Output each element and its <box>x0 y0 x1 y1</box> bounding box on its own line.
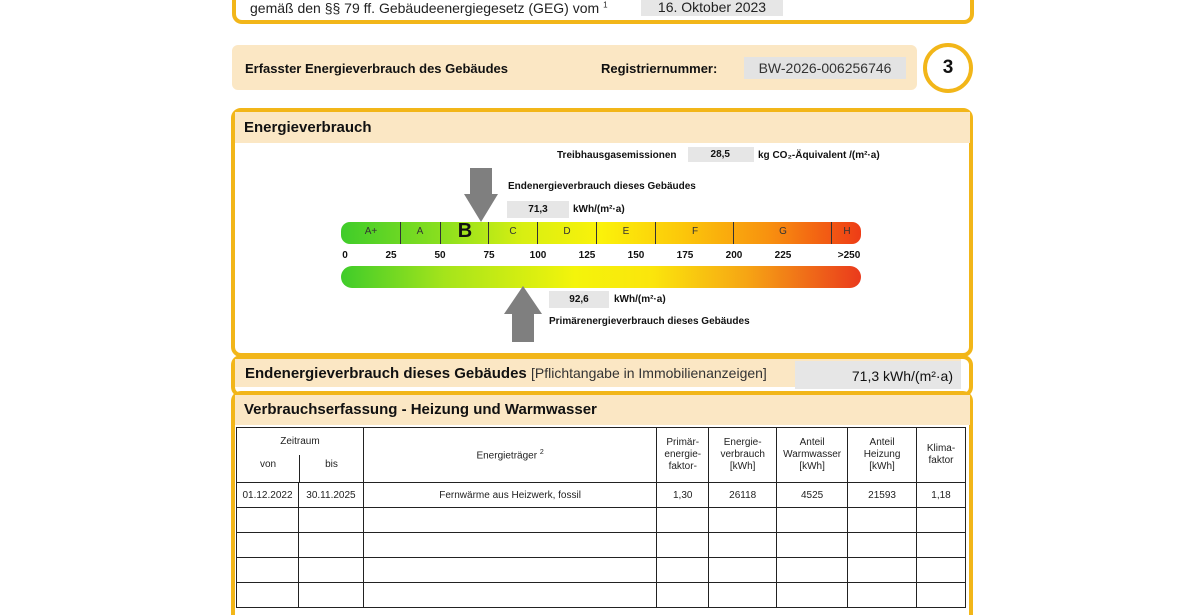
carrier-header: Energieträger $^2$ <box>363 428 656 483</box>
class-divider <box>537 222 538 244</box>
geg-reference: gemäß den §§ 79 ff. Gebäudeenergiegesetz (GEG) vom $^1$ <box>250 0 608 16</box>
table-row-empty <box>237 558 966 583</box>
class-divider <box>596 222 597 244</box>
class-label: E <box>622 226 630 237</box>
table-row-empty <box>237 533 966 558</box>
table-header-row <box>237 428 966 483</box>
ghg-label: Treibhausgasemissionen <box>557 150 677 161</box>
scale-tick: >250 <box>837 250 861 261</box>
cell-hot-water: 4525 <box>777 483 848 508</box>
scale-tick: 175 <box>676 250 694 261</box>
cell-to: 30.11.2025 <box>298 483 363 508</box>
energy-section-title: Energieverbrauch <box>235 112 970 143</box>
scale-tick: 150 <box>627 250 645 261</box>
scale-tick: 100 <box>529 250 547 261</box>
cell-carrier: Fernwärme aus Heizwerk, fossil <box>363 483 656 508</box>
page-number: 3 <box>923 43 973 93</box>
class-divider <box>400 222 401 244</box>
ghg-value: 28,5 <box>688 147 754 162</box>
consumption-title: Verbrauchserfassung - Heizung und Warmwasser <box>235 395 970 425</box>
summary-note: [Pflichtangabe in Immobilienanzeigen] <box>531 365 767 381</box>
class-label: G <box>779 226 787 237</box>
registration-number: BW-2026-006256746 <box>744 57 906 79</box>
period-header <box>237 428 364 483</box>
primary-energy-scale <box>341 266 861 288</box>
from-header: von <box>237 455 300 482</box>
registration-title: Erfasster Energieverbrauch des Gebäudes <box>245 61 509 76</box>
class-label: F <box>691 226 699 237</box>
class-label: A+ <box>364 226 378 237</box>
end-energy-value: 71,3 <box>507 201 569 218</box>
scale-tick: 125 <box>578 250 596 261</box>
cell-heating: 21593 <box>848 483 917 508</box>
table-row-empty <box>237 583 966 608</box>
end-energy-arrow-icon <box>464 168 498 224</box>
geg-date: 16. Oktober 2023 <box>641 0 783 16</box>
class-label-current: B <box>457 220 473 242</box>
cell-from: 01.12.2022 <box>237 483 299 508</box>
summary-title: Endenergieverbrauch dieses Gebäudes <box>245 365 527 382</box>
primary-energy-value: 92,6 <box>549 291 609 308</box>
consumption-table <box>236 427 966 608</box>
class-label: C <box>509 226 517 237</box>
period-label: Zeitraum <box>280 436 320 447</box>
class-label: H <box>843 226 851 237</box>
primary-factor-header: Primär- energie- faktor- <box>657 428 709 483</box>
class-label: A <box>416 226 424 237</box>
to-header: bis <box>325 459 338 470</box>
climate-header: Klima- faktor <box>917 428 966 483</box>
table-row <box>237 483 966 508</box>
scale-tick: 50 <box>434 250 446 261</box>
scale-tick: 75 <box>483 250 495 261</box>
class-label: D <box>563 226 571 237</box>
class-divider <box>655 222 656 244</box>
end-energy-unit: kWh/(m²·a) <box>573 204 625 215</box>
hot-water-header: Anteil Warmwasser [kWh] <box>777 428 848 483</box>
table-row-empty <box>237 508 966 533</box>
scale-tick: 225 <box>774 250 792 261</box>
class-divider <box>440 222 441 244</box>
cell-consumption: 26118 <box>709 483 777 508</box>
scale-tick: 200 <box>725 250 743 261</box>
ghg-unit: kg CO₂-Äquivalent /(m²·a) <box>758 150 880 161</box>
end-energy-label: Endenergieverbrauch dieses Gebäudes <box>508 181 696 192</box>
primary-energy-arrow-icon <box>504 286 542 342</box>
class-divider <box>488 222 489 244</box>
scale-tick: 25 <box>385 250 397 261</box>
class-divider <box>733 222 734 244</box>
cell-primary-factor: 1,30 <box>657 483 709 508</box>
primary-energy-label: Primärenergieverbrauch dieses Gebäudes <box>549 316 750 327</box>
consumption-header: Energie- verbrauch [kWh] <box>709 428 777 483</box>
cell-climate: 1,18 <box>917 483 966 508</box>
registration-label: Registriernummer: <box>601 61 718 76</box>
summary-value: 71,3 kWh/(m²·a) <box>795 361 961 389</box>
scale-tick: 0 <box>342 250 348 261</box>
primary-energy-unit: kWh/(m²·a) <box>614 294 666 305</box>
heating-header: Anteil Heizung [kWh] <box>848 428 917 483</box>
